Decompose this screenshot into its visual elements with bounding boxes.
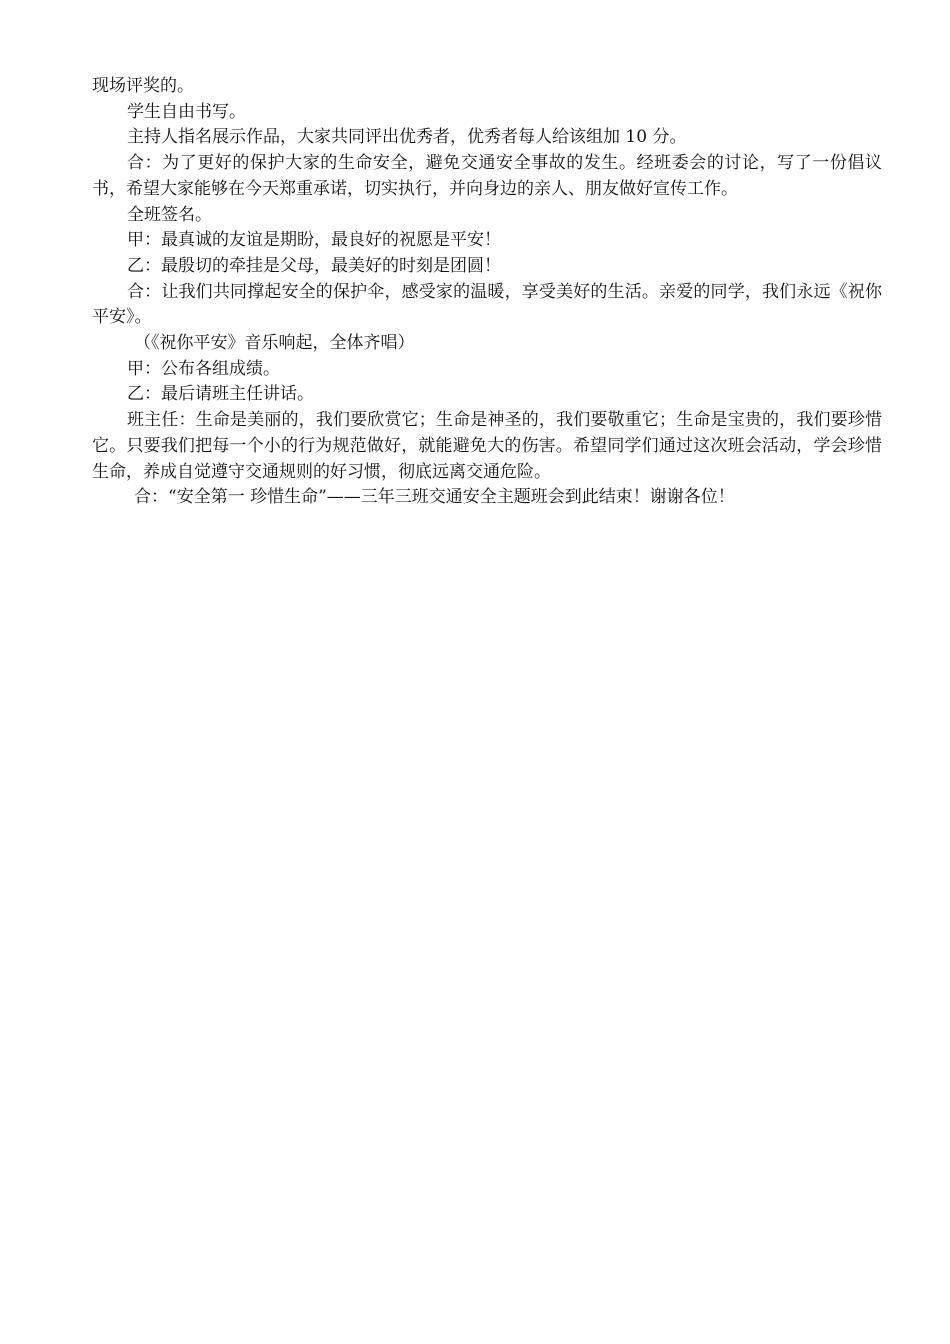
paragraph-speaker-yi-2: 乙：最后请班主任讲话。 (127, 384, 314, 405)
paragraph-closing: 合：“安全第一 珍惜生命”——三年三班交通安全主题班会到此结束！谢谢各位！ (134, 487, 735, 508)
paragraph-proposal: 合：为了更好的保护大家的生命安全，避免交通安全事故的发生。经班委会的讨论，写了一份倡议书，希望大家能够在今天郑重承诺，切实执行，并向身边的亲人、朋友做好宣传工作。 (92, 153, 882, 199)
paragraph-together-umbrella: 合：让我们共同撑起安全的保护伞，感受家的温暖，享受美好的生活。亲爱的同学，我们永远《祝你平安》。 (92, 281, 882, 328)
document-body (92, 74, 882, 511)
paragraph-speaker-jia-1: 甲：最真诚的友谊是期盼，最良好的祝愿是平安！ (127, 230, 501, 251)
paragraph-speaker-yi-1: 乙：最殷切的牵挂是父母，最美好的时刻是团圆！ (127, 255, 501, 276)
paragraph-award-continuation: 现场评奖的。 (92, 76, 194, 96)
paragraph-song-direction: （《祝你平安》音乐响起，全体齐唱） (134, 333, 415, 354)
paragraph-free-writing: 学生自由书写。 (127, 101, 246, 122)
paragraph-speaker-jia-2: 甲：公布各组成绩。 (127, 358, 280, 379)
paragraph-teacher-speech: 班主任：生命是美丽的，我们要欣赏它；生命是神圣的，我们要敬重它；生命是宝贵的，我们要珍惜它。只要我们把每一个小的行为规范做好，就能避免大的伤害。希望同学们通过这次班会活动，学会珍惜生命，养成自觉遵守交通规则的好习惯，彻底远离交通危险。 (92, 410, 882, 482)
paragraph-show-works: 主持人指名展示作品，大家共同评出优秀者，优秀者每人给该组加 10 分。 (127, 127, 687, 148)
paragraph-class-signature: 全班签名。 (127, 204, 212, 225)
